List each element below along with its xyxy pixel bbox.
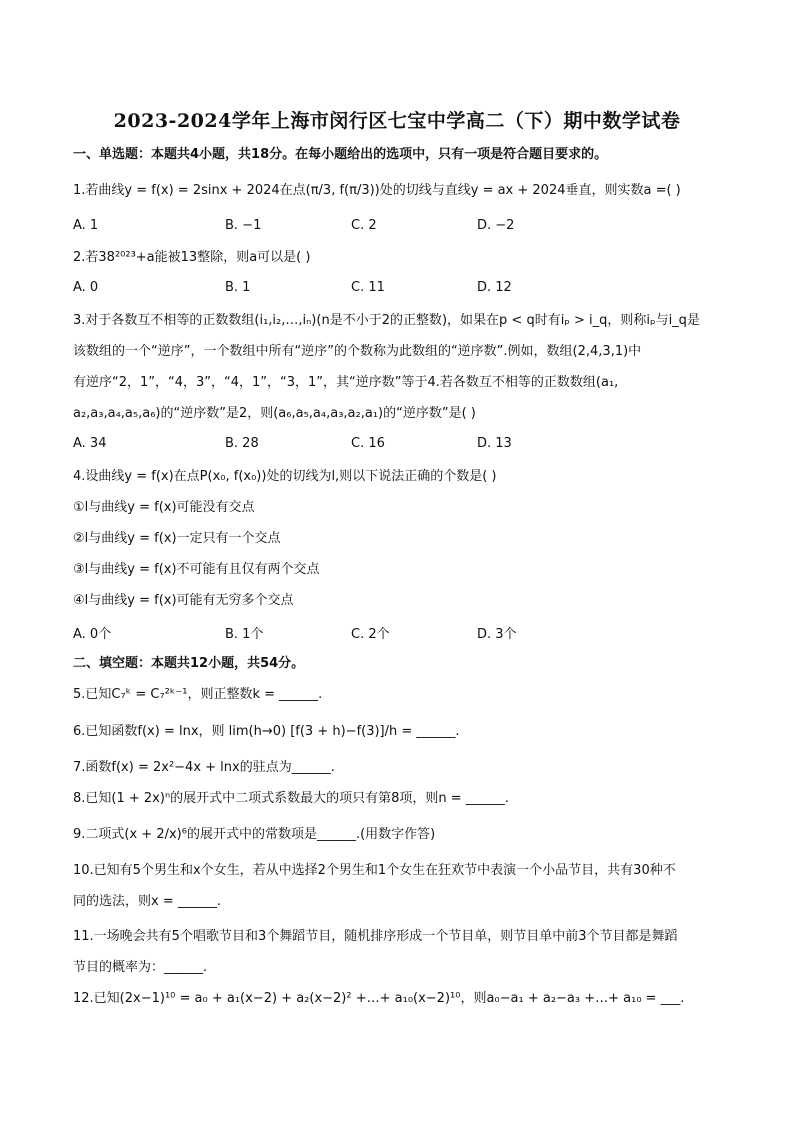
question-3-line-1: 3.对于各数互不相等的正数数组(i₁,i₂,…,iₙ)(n是不小于2的正整数)，如果在p < q时有iₚ > i_q，则称iₚ与i_q是 (73, 313, 700, 328)
option-a: A. 0个 (73, 627, 112, 642)
question-11-line-1: 11.一场晚会共有5个唱歌节目和3个舞蹈节目，随机排序形成一个节目单，则节目单中前3个节目都是舞蹈 (73, 929, 678, 944)
question-3-line-4: a₂,a₃,a₄,a₅,a₆)的“逆序数”是2，则(a₆,a₅,a₄,a₃,a₂,a₁)的“逆序数”是( ) (73, 406, 476, 421)
option-d: D. 13 (477, 436, 512, 451)
question-10-line-2: 同的选法，则x = ______. (73, 894, 221, 909)
option-c: C. 2 (351, 218, 377, 233)
question-9: 9.二项式(x + 2/x)⁶的展开式中的常数项是______.(用数字作答) (73, 827, 436, 842)
section-heading-single-choice: 一、单选题：本题共4小题，共18分。在每小题给出的选项中，只有一项是符合题目要求的。 (73, 147, 608, 162)
option-d: D. 12 (477, 280, 512, 295)
question-4-stem: 4.设曲线y = f(x)在点P(x₀, f(x₀))处的切线为l,则以下说法正确的个数是( ) (73, 469, 497, 484)
question-11-line-2: 节目的概率为：______. (73, 960, 208, 975)
question-2-stem: 2.若38²⁰²³+a能被13整除，则a可以是( ) (73, 250, 311, 265)
question-1-options (73, 218, 733, 236)
option-b: B. 1个 (225, 627, 264, 642)
question-7: 7.函数f(x) = 2x²−4x + lnx的驻点为______. (73, 760, 335, 775)
option-a: A. 1 (73, 218, 99, 233)
section-heading-fill-in: 二、填空题：本题共12小题，共54分。 (73, 656, 305, 671)
question-5: 5.已知C₇ᵏ = C₇²ᵏ⁻¹，则正整数k = ______. (73, 687, 323, 702)
question-8: 8.已知(1 + 2x)ⁿ的展开式中二项式系数最大的项只有第8项，则n = ______. (73, 791, 509, 806)
option-b: B. 28 (225, 436, 259, 451)
question-10-line-1: 10.已知有5个男生和x个女生，若从中选择2个男生和1个女生在狂欢节中表演一个小品节目，共有30种不 (73, 863, 676, 878)
question-12: 12.已知(2x−1)¹⁰ = a₀ + a₁(x−2) + a₂(x−2)² +…+ a₁₀(x−2)¹⁰，则a₀−a₁ + a₂−a₃ +…+ a₁₀ = ___. (73, 991, 685, 1006)
question-6: 6.已知函数f(x) = lnx，则 lim(h→0) [f(3 + h)−f(3)]/h = ______. (73, 724, 460, 739)
option-b: B. −1 (225, 218, 262, 233)
option-c: C. 11 (351, 280, 385, 295)
question-3-line-2: 该数组的一个“逆序”，一个数组中所有“逆序”的个数称为此数组的“逆序数”.例如，数组(2,4,3,1)中 (73, 344, 642, 359)
option-a: A. 0 (73, 280, 99, 295)
question-4-statement-3: ③l与曲线y = f(x)不可能有且仅有两个交点 (73, 562, 320, 577)
option-d: D. −2 (477, 218, 515, 233)
option-c: C. 16 (351, 436, 385, 451)
question-3-options (73, 436, 733, 454)
question-2-options (73, 280, 733, 298)
question-4-statement-2: ②l与曲线y = f(x)一定只有一个交点 (73, 531, 281, 546)
question-4-options (73, 623, 733, 641)
option-c: C. 2个 (351, 627, 390, 642)
page-title: 2023-2024学年上海市闵行区七宝中学高二（下）期中数学试卷 (113, 110, 681, 132)
question-4-statement-4: ④l与曲线y = f(x)可能有无穷多个交点 (73, 593, 294, 608)
question-1-stem: 1.若曲线y = f(x) = 2sinx + 2024在点(π/3, f(π/3))处的切线与直线y = ax + 2024垂直，则实数a =( ) (73, 183, 681, 198)
question-4-statement-1: ①l与曲线y = f(x)可能没有交点 (73, 500, 255, 515)
question-3-line-3: 有逆序“2，1”，“4，3”，“4，1”，“3，1”，其“逆序数”等于4.若各数互不相等的正数数组(a₁, (73, 375, 619, 390)
option-d: D. 3个 (477, 627, 517, 642)
option-b: B. 1 (225, 280, 251, 295)
option-a: A. 34 (73, 436, 107, 451)
